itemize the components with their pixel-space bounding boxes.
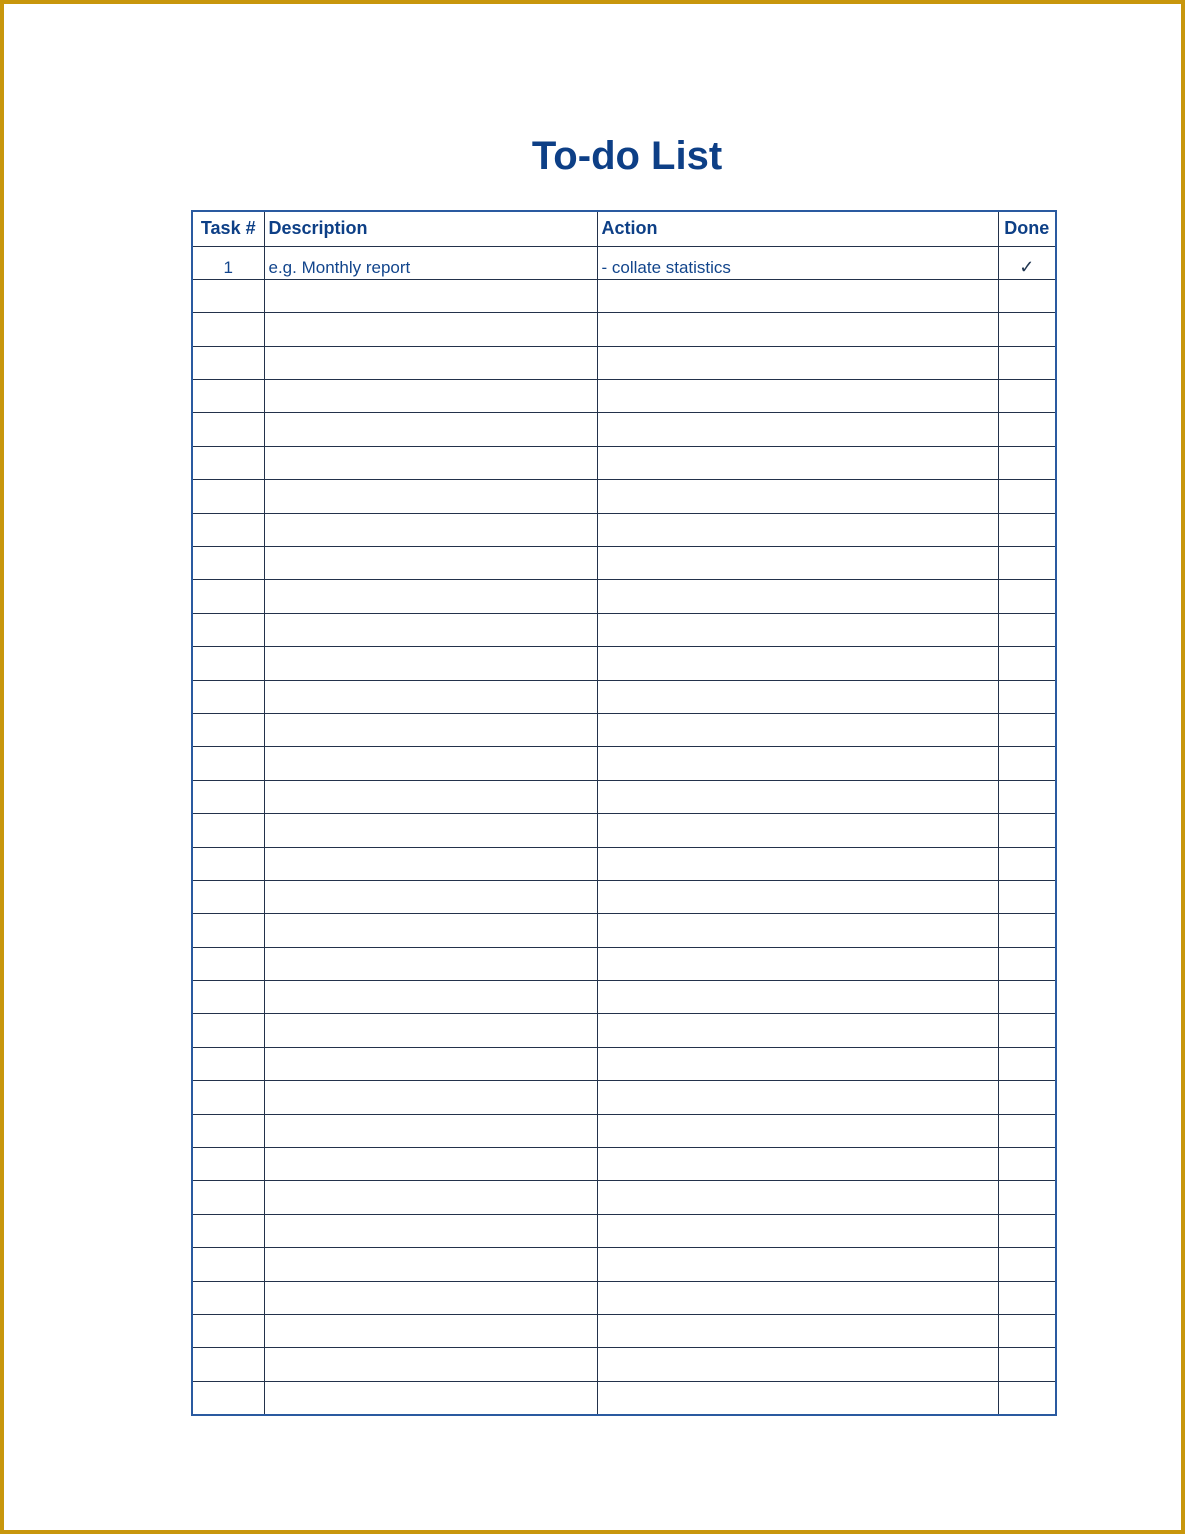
- description-cell[interactable]: [264, 446, 597, 479]
- task-number-cell[interactable]: [192, 713, 264, 746]
- action-cell[interactable]: [597, 680, 998, 713]
- table-row: [192, 847, 1056, 880]
- action-cell[interactable]: [597, 747, 998, 780]
- action-cell[interactable]: [597, 547, 998, 580]
- done-cell[interactable]: [998, 1114, 1056, 1147]
- task-number-cell[interactable]: [192, 380, 264, 413]
- table-row: [192, 613, 1056, 646]
- task-number-cell[interactable]: [192, 947, 264, 980]
- description-cell[interactable]: [264, 513, 597, 546]
- done-cell[interactable]: [998, 947, 1056, 980]
- task-number-cell[interactable]: [192, 413, 264, 446]
- done-cell[interactable]: [998, 880, 1056, 913]
- task-number-cell[interactable]: [192, 1081, 264, 1114]
- done-cell[interactable]: [998, 246, 1056, 279]
- done-cell[interactable]: [998, 680, 1056, 713]
- task-number-cell[interactable]: [192, 780, 264, 813]
- done-cell[interactable]: [998, 1281, 1056, 1314]
- task-number-cell[interactable]: [192, 346, 264, 379]
- description-cell[interactable]: [264, 380, 597, 413]
- description-cell[interactable]: [264, 914, 597, 947]
- action-cell[interactable]: [597, 1214, 998, 1247]
- done-cell[interactable]: [998, 780, 1056, 813]
- action-cell[interactable]: [597, 380, 998, 413]
- table-row: [192, 1315, 1056, 1348]
- table-row: [192, 1248, 1056, 1281]
- action-cell[interactable]: [597, 1348, 998, 1381]
- table-row: [192, 1014, 1056, 1047]
- done-cell[interactable]: [998, 713, 1056, 746]
- description-cell[interactable]: [264, 346, 597, 379]
- task-number-cell[interactable]: [192, 446, 264, 479]
- action-cell[interactable]: [597, 413, 998, 446]
- description-cell[interactable]: [264, 1014, 597, 1047]
- table-row: [192, 1047, 1056, 1080]
- description-cell[interactable]: [264, 780, 597, 813]
- done-cell[interactable]: [998, 313, 1056, 346]
- description-cell[interactable]: [264, 1248, 597, 1281]
- done-cell[interactable]: [998, 1047, 1056, 1080]
- table-header-row: [192, 211, 1056, 246]
- description-cell[interactable]: [264, 814, 597, 847]
- task-number-cell[interactable]: [192, 814, 264, 847]
- action-cell[interactable]: [597, 446, 998, 479]
- done-cell[interactable]: [998, 446, 1056, 479]
- table-row: [192, 346, 1056, 379]
- header-task-number: Task #: [192, 211, 264, 246]
- task-number-cell[interactable]: [192, 1381, 264, 1414]
- table-row: [192, 747, 1056, 780]
- action-cell[interactable]: [597, 847, 998, 880]
- task-number-cell[interactable]: [192, 1014, 264, 1047]
- task-number-cell[interactable]: 1: [192, 246, 264, 279]
- description-cell[interactable]: [264, 1047, 597, 1080]
- done-cell[interactable]: [998, 914, 1056, 947]
- done-cell[interactable]: [998, 513, 1056, 546]
- action-cell[interactable]: [597, 647, 998, 680]
- table-row: [192, 1214, 1056, 1247]
- task-number-cell[interactable]: [192, 647, 264, 680]
- action-cell[interactable]: [597, 1114, 998, 1147]
- done-cell[interactable]: [998, 580, 1056, 613]
- action-cell[interactable]: [597, 880, 998, 913]
- todo-table: [191, 210, 1057, 1416]
- done-cell[interactable]: [998, 1014, 1056, 1047]
- header-done: Done: [998, 211, 1056, 246]
- action-cell[interactable]: [597, 1081, 998, 1114]
- action-cell[interactable]: [597, 1281, 998, 1314]
- table-row: [192, 780, 1056, 813]
- action-cell[interactable]: [597, 981, 998, 1014]
- task-number-cell[interactable]: [192, 847, 264, 880]
- task-number-cell[interactable]: [192, 1281, 264, 1314]
- action-cell[interactable]: [597, 713, 998, 746]
- task-number-cell[interactable]: [192, 1047, 264, 1080]
- table-row: [192, 1114, 1056, 1147]
- done-cell[interactable]: [998, 1181, 1056, 1214]
- table-row: [192, 480, 1056, 513]
- action-cell[interactable]: [597, 613, 998, 646]
- action-cell[interactable]: - collate statistics: [597, 246, 998, 279]
- description-cell[interactable]: [264, 680, 597, 713]
- description-cell[interactable]: e.g. Monthly report: [264, 246, 597, 279]
- task-number-cell[interactable]: [192, 747, 264, 780]
- check-mark-icon: ✓: [1019, 256, 1035, 277]
- done-cell[interactable]: [998, 1214, 1056, 1247]
- done-cell[interactable]: [998, 1148, 1056, 1181]
- table-row: [192, 246, 1056, 279]
- description-cell[interactable]: [264, 981, 597, 1014]
- task-number-cell[interactable]: [192, 1348, 264, 1381]
- table-row: [192, 413, 1056, 446]
- action-cell[interactable]: [597, 1381, 998, 1414]
- done-cell[interactable]: [998, 613, 1056, 646]
- done-cell[interactable]: [998, 981, 1056, 1014]
- description-cell[interactable]: [264, 1281, 597, 1314]
- task-number-cell[interactable]: [192, 279, 264, 312]
- task-number-cell[interactable]: [192, 880, 264, 913]
- description-cell[interactable]: [264, 1381, 597, 1414]
- table-row: [192, 981, 1056, 1014]
- description-cell[interactable]: [264, 947, 597, 980]
- done-cell[interactable]: [998, 1315, 1056, 1348]
- table-row: [192, 1381, 1056, 1414]
- description-cell[interactable]: [264, 847, 597, 880]
- table-row: [192, 380, 1056, 413]
- task-number-cell[interactable]: [192, 1114, 264, 1147]
- table-row: [192, 580, 1056, 613]
- table-row: [192, 1281, 1056, 1314]
- description-cell[interactable]: [264, 313, 597, 346]
- table-body: [192, 246, 1056, 1415]
- table-row: [192, 713, 1056, 746]
- description-cell[interactable]: [264, 1214, 597, 1247]
- description-cell[interactable]: [264, 713, 597, 746]
- action-cell[interactable]: [597, 580, 998, 613]
- action-cell[interactable]: [597, 1014, 998, 1047]
- done-cell[interactable]: [998, 346, 1056, 379]
- done-cell[interactable]: [998, 1081, 1056, 1114]
- task-number-cell[interactable]: [192, 613, 264, 646]
- description-cell[interactable]: [264, 580, 597, 613]
- task-number-cell[interactable]: [192, 580, 264, 613]
- header-description: Description: [264, 211, 597, 246]
- table-row: [192, 1181, 1056, 1214]
- done-cell[interactable]: [998, 814, 1056, 847]
- action-cell[interactable]: [597, 480, 998, 513]
- done-cell[interactable]: [998, 480, 1056, 513]
- action-cell[interactable]: [597, 513, 998, 546]
- task-number-cell[interactable]: [192, 1148, 264, 1181]
- table-row: [192, 814, 1056, 847]
- action-cell[interactable]: [597, 1047, 998, 1080]
- table-row: [192, 547, 1056, 580]
- done-cell[interactable]: [998, 380, 1056, 413]
- task-number-cell[interactable]: [192, 981, 264, 1014]
- done-cell[interactable]: [998, 413, 1056, 446]
- description-cell[interactable]: [264, 613, 597, 646]
- action-cell[interactable]: [597, 947, 998, 980]
- header-action: Action: [597, 211, 998, 246]
- task-number-cell[interactable]: [192, 480, 264, 513]
- table-row: [192, 1148, 1056, 1181]
- task-number-cell[interactable]: [192, 1181, 264, 1214]
- task-number-cell[interactable]: [192, 914, 264, 947]
- table-row: [192, 513, 1056, 546]
- task-number-cell[interactable]: [192, 1248, 264, 1281]
- description-cell[interactable]: [264, 547, 597, 580]
- table-row: [192, 1081, 1056, 1114]
- action-cell[interactable]: [597, 1181, 998, 1214]
- table-row: [192, 279, 1056, 312]
- done-cell[interactable]: [998, 1381, 1056, 1414]
- task-number-cell[interactable]: [192, 313, 264, 346]
- action-cell[interactable]: [597, 914, 998, 947]
- task-number-cell[interactable]: [192, 1214, 264, 1247]
- table-row: [192, 647, 1056, 680]
- table-row: [192, 446, 1056, 479]
- action-cell[interactable]: [597, 346, 998, 379]
- description-cell[interactable]: [264, 747, 597, 780]
- description-cell[interactable]: [264, 413, 597, 446]
- description-cell[interactable]: [264, 880, 597, 913]
- description-cell[interactable]: [264, 1181, 597, 1214]
- table-row: [192, 880, 1056, 913]
- page-title: To-do List: [531, 134, 723, 178]
- table-row: [192, 914, 1056, 947]
- done-cell[interactable]: [998, 547, 1056, 580]
- task-number-cell[interactable]: [192, 1315, 264, 1348]
- description-cell[interactable]: [264, 480, 597, 513]
- table-row: [192, 947, 1056, 980]
- description-cell[interactable]: [264, 1315, 597, 1348]
- table-row: [192, 680, 1056, 713]
- done-cell[interactable]: [998, 279, 1056, 312]
- description-cell[interactable]: [264, 1348, 597, 1381]
- action-cell[interactable]: [597, 780, 998, 813]
- description-cell[interactable]: [264, 1114, 597, 1147]
- action-cell[interactable]: [597, 814, 998, 847]
- done-cell[interactable]: [998, 647, 1056, 680]
- done-cell[interactable]: [998, 1248, 1056, 1281]
- table-row: [192, 313, 1056, 346]
- description-cell[interactable]: [264, 1081, 597, 1114]
- task-number-cell[interactable]: [192, 547, 264, 580]
- task-number-cell[interactable]: [192, 513, 264, 546]
- action-cell[interactable]: [597, 1248, 998, 1281]
- action-cell[interactable]: [597, 313, 998, 346]
- action-cell[interactable]: [597, 1148, 998, 1181]
- done-cell[interactable]: [998, 847, 1056, 880]
- action-cell[interactable]: [597, 1315, 998, 1348]
- table-row: [192, 1348, 1056, 1381]
- description-cell[interactable]: [264, 1148, 597, 1181]
- task-number-cell[interactable]: [192, 680, 264, 713]
- description-cell[interactable]: [264, 647, 597, 680]
- description-cell[interactable]: [264, 279, 597, 312]
- done-cell[interactable]: [998, 1348, 1056, 1381]
- action-cell[interactable]: [597, 279, 998, 312]
- done-cell[interactable]: [998, 747, 1056, 780]
